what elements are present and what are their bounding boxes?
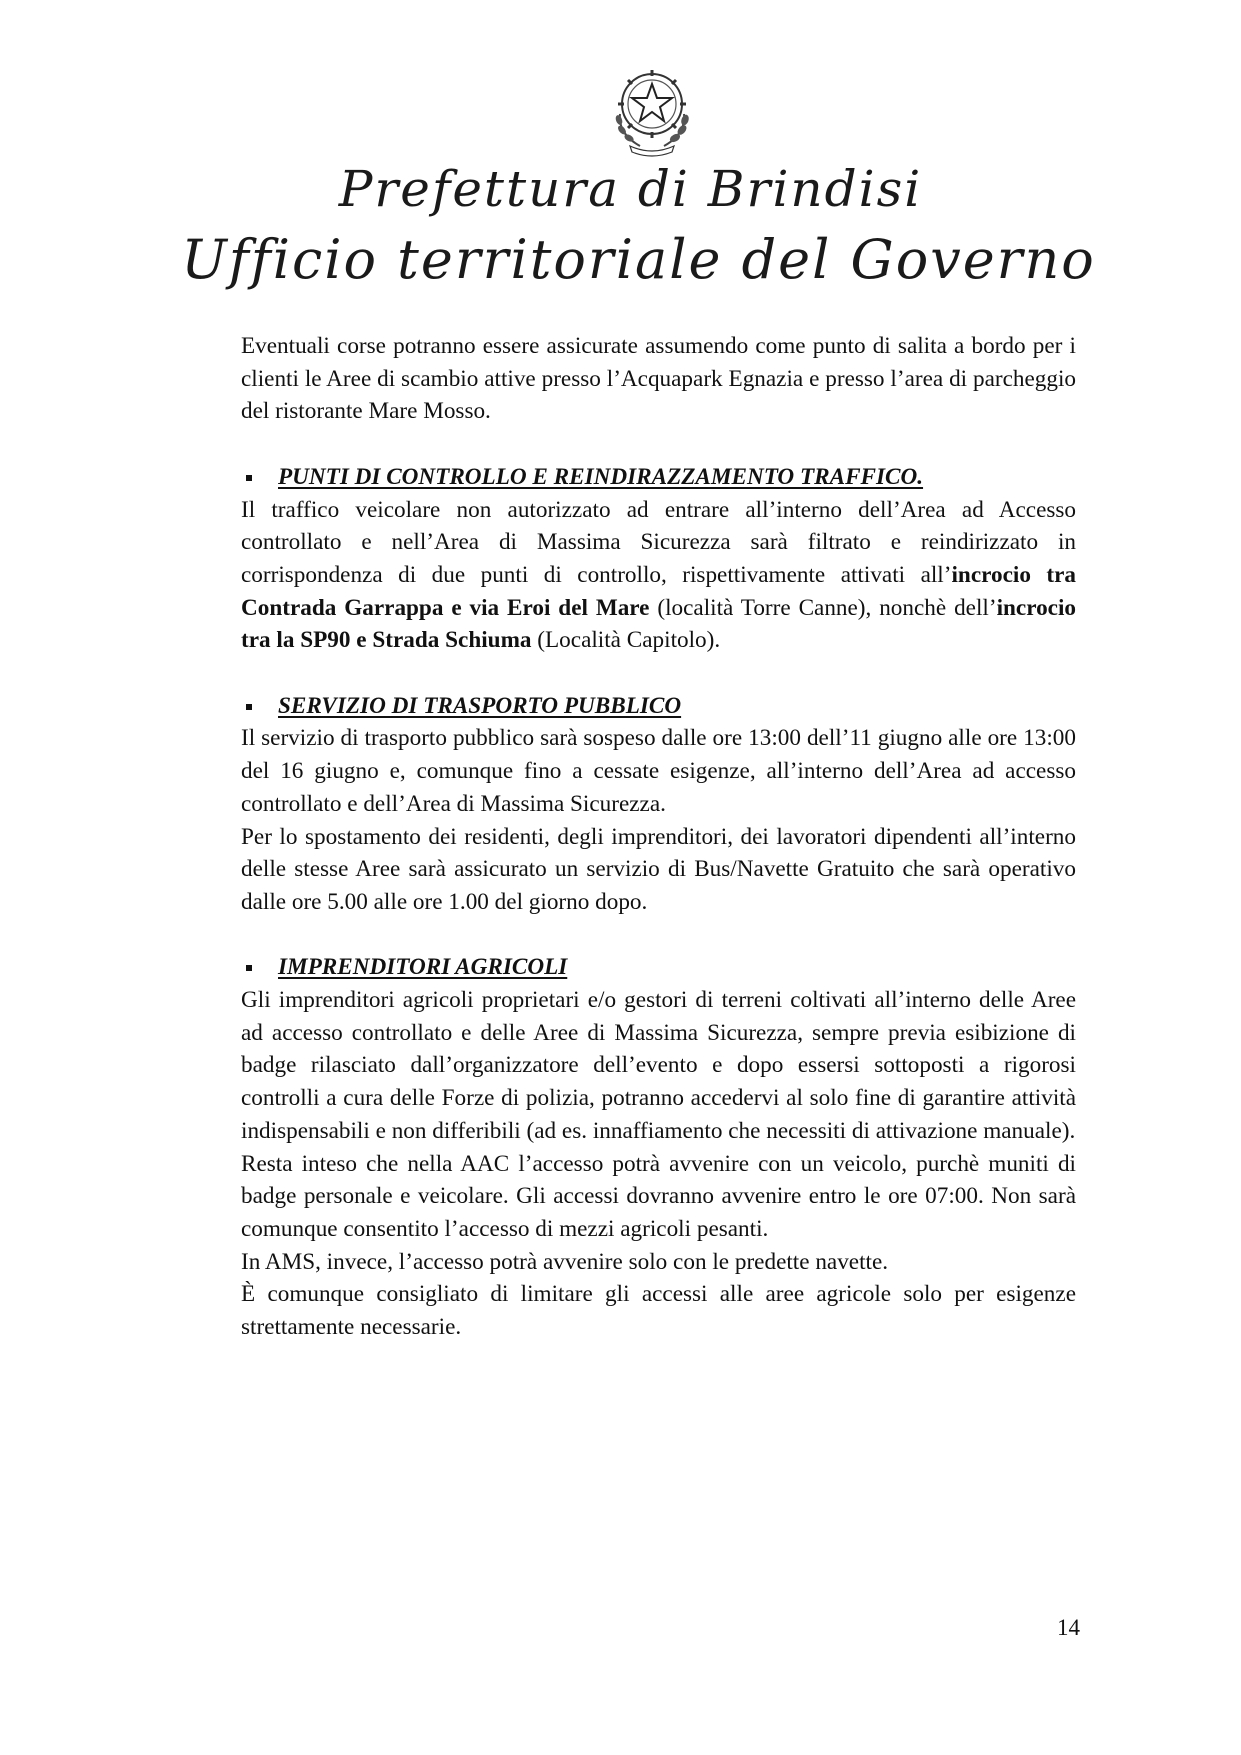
bold-location: incrocio tra Contrada Garrappa e via Eroi del Mare: [241, 561, 1076, 621]
farmers-paragraph: Gli imprenditori agricoli proprietari e/o gestori di terreni coltivati all’interno delle Aree ad accesso controllato e delle Aree di Massima Sicurezza, sempre previa esibizione di badge rilasciato dall’organizzatore dell’evento e dopo essersi sottoposti a rigorosi controlli a cura delle Forze di polizia, potranno accedervi al solo fine di garantire attività indispensabili e non differibili (ad es. innaffiamento che necessiti di attivazione manuale).: [241, 987, 1076, 1144]
spacer: [241, 657, 1076, 690]
square-bullet-icon: [246, 704, 252, 710]
square-bullet-icon: [246, 965, 252, 971]
farmers-paragraph: Resta inteso che nella AAC l’accesso potrà avvenire con un veicolo, purchè muniti di badge personale e veicolare. Gli accessi dovranno avvenire entro le ore 07:00. Non sarà comunque consentito l’accesso di mezzi agricoli pesanti.: [241, 1150, 1076, 1242]
text-run: Il traffico veicolare non autorizzato ad entrare all’interno dell’Area ad Accesso controllato e nell’Area di Massima Sicurezza sarà filtrato e reindirizzato in corrispondenza di due punti di controllo, rispettivamente attivati all’: [241, 496, 1076, 588]
section-heading-text: IMPRENDITORI AGRICOLI: [278, 954, 568, 981]
document-body: [241, 330, 1076, 1344]
section-heading-text: SERVIZIO DI TRASPORTO PUBBLICO: [278, 692, 682, 719]
section-heading-traffic-control: [241, 461, 1076, 494]
public-transport-paragraph: Il servizio di trasporto pubblico sarà sospeso dalle ore 13:00 dell’11 giugno alle ore 13:00 del 16 giugno e, comunque fino a cessate esigenze, all’interno dell’Area ad accesso controllato e dell’Area di Massima Sicurezza.: [241, 725, 1076, 817]
farmers-paragraph: È comunque consigliato di limitare gli accessi alle aree agricole solo per esigenze strettamente necessarie.: [241, 1281, 1076, 1341]
header-office-subtitle: Ufficio territoriale del Governo: [181, 228, 1096, 291]
public-transport-paragraph: Per lo spostamento dei residenti, degli imprenditori, dei lavoratori dipendenti all’interno delle stesse Aree sarà assicurato un servizio di Bus/Navette Gratuito che sarà operativo dalle ore 5.00 alle ore 1.00 del giorno dopo.: [241, 823, 1076, 915]
intro-paragraph: Eventuali corse potranno essere assicurate assumendo come punto di salita a bordo per i clienti le Aree di scambio attive presso l’Acquapark Egnazia e presso l’area di parcheggio del ristorante Mare Mosso.: [241, 333, 1076, 425]
italian-republic-emblem-icon: [600, 54, 704, 158]
bold-location: incrocio tra la SP90 e Strada Schiuma: [241, 594, 1076, 654]
farmers-paragraph: In AMS, invece, l’accesso potrà avvenire solo con le predette navette.: [241, 1248, 889, 1275]
square-bullet-icon: [246, 475, 252, 481]
spacer: [241, 919, 1076, 952]
traffic-control-paragraph: [241, 494, 1076, 658]
section-heading-text: PUNTI DI CONTROLLO E REINDIRAZZAMENTO TRAFFICO.: [278, 463, 924, 490]
section-heading-public-transport: [241, 690, 1076, 723]
section-heading-farmers: [241, 951, 1076, 984]
text-run: (località Torre Canne), nonchè dell’: [649, 594, 997, 621]
spacer: [241, 428, 1076, 461]
text-run: (Località Capitolo).: [531, 627, 721, 654]
page-number: 14: [1057, 1615, 1080, 1640]
header-office-name: Prefettura di Brindisi: [338, 160, 923, 218]
